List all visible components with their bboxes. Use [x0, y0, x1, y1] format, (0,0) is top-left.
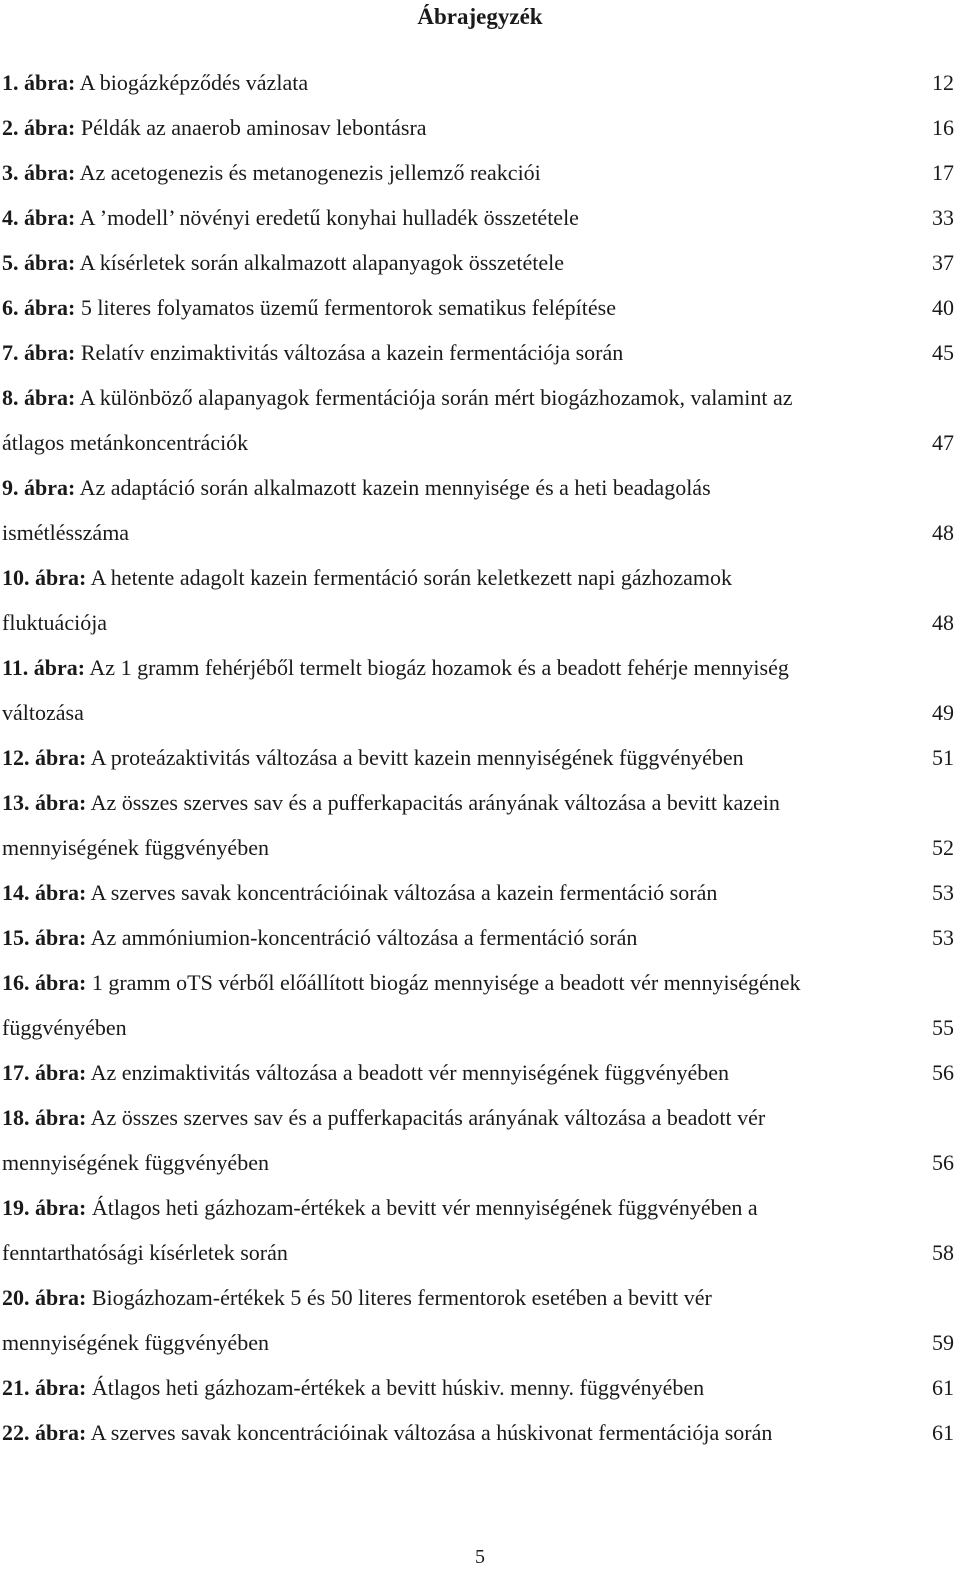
figure-number-label [2, 790, 86, 815]
figure-label: ábra: [35, 1060, 87, 1085]
figure-number: 5. [2, 250, 19, 275]
figure-page-number: 56 [932, 1060, 954, 1085]
figure-entry [2, 645, 954, 735]
figure-caption-text: Az összes szerves sav és a pufferkapacitás arányának változása a beadott vér [90, 1105, 766, 1130]
figure-number-label [2, 70, 75, 95]
figure-caption-text: Relatív enzimaktivitás változása a kazein fermentációja során [80, 340, 624, 365]
figure-caption-text: Átlagos heti gázhozam-értékek a bevitt vér mennyiségének függvényében a [91, 1195, 758, 1220]
figure-entry-line [2, 420, 954, 465]
figure-caption-text: A proteázaktivitás változása a bevitt kazein mennyiségének függvényében [90, 745, 744, 770]
figure-entry-line [2, 60, 954, 105]
figure-caption-text: Az összes szerves sav és a pufferkapacitás arányának változása a bevitt kazein [90, 790, 780, 815]
figure-page-number: 45 [932, 340, 954, 365]
figure-caption-text: Az 1 gramm fehérjéből termelt biogáz hozamok és a beadott fehérje mennyiség [89, 655, 789, 680]
figure-entry [2, 735, 954, 780]
figure-entry-line [2, 600, 954, 645]
figure-number-label [2, 745, 86, 770]
figure-page-number: 55 [932, 1015, 954, 1040]
page-title: Ábrajegyzék [417, 4, 543, 29]
figure-page-number: 16 [932, 115, 954, 140]
figure-number-label [2, 1105, 86, 1130]
figure-page-number: 17 [932, 160, 954, 185]
figure-label: ábra: [35, 565, 87, 590]
figure-page-number: 47 [932, 430, 954, 455]
figure-number-label [2, 1195, 86, 1220]
figure-label: ábra: [35, 925, 87, 950]
figure-entry [2, 60, 954, 105]
figure-page-number: 49 [932, 700, 954, 725]
figure-caption-text: mennyiségének függvényében [2, 1330, 269, 1355]
figure-entry [2, 1365, 954, 1410]
figure-caption-text: A szerves savak koncentrációinak változása a kazein fermentáció során [90, 880, 718, 905]
figure-number: 12. [2, 745, 30, 770]
figure-number: 21. [2, 1375, 30, 1400]
figure-page-number: 61 [932, 1420, 954, 1445]
figure-number-label [2, 295, 75, 320]
figure-entry [2, 555, 954, 645]
figure-number-label [2, 385, 75, 410]
figure-label: ábra: [24, 385, 76, 410]
figure-entry-line [2, 690, 954, 735]
figure-label: ábra: [24, 205, 76, 230]
figure-number: 13. [2, 790, 30, 815]
figure-caption-text: Átlagos heti gázhozam-értékek a bevitt húskiv. menny. függvényében [91, 1375, 705, 1400]
figure-number-label [2, 655, 85, 680]
figure-number: 15. [2, 925, 30, 950]
figure-page-number: 59 [932, 1330, 954, 1355]
figure-entry-line [2, 555, 954, 600]
figure-entry-line [2, 1410, 954, 1455]
figure-caption-text: ismétlésszáma [2, 520, 130, 545]
figure-entry-line [2, 1365, 954, 1410]
figure-caption-text: Példák az anaerob aminosav lebontásra [80, 115, 427, 140]
figure-entry [2, 465, 954, 555]
figure-entry [2, 240, 954, 285]
figure-entry [2, 780, 954, 870]
figure-entry-line [2, 285, 954, 330]
figure-number-label [2, 160, 75, 185]
figure-caption-text: 5 literes folyamatos üzemű fermentorok sematikus felépítése [80, 295, 616, 320]
figure-label: ábra: [24, 250, 76, 275]
page-number: 5 [475, 1546, 485, 1568]
figure-number-label [2, 565, 86, 590]
figure-number: 10. [2, 565, 30, 590]
figure-caption-text: Biogázhozam-értékek 5 és 50 literes fermentorok esetében a bevitt vér [91, 1285, 712, 1310]
figure-number: 7. [2, 340, 19, 365]
figure-label: ábra: [35, 1375, 87, 1400]
figure-entry [2, 375, 954, 465]
figure-caption-text: 1 gramm oTS vérből előállított biogáz mennyisége a beadott vér mennyiségének [91, 970, 801, 995]
figure-entry-line [2, 825, 954, 870]
figure-label: ábra: [35, 745, 87, 770]
figure-caption-text: mennyiségének függvényében [2, 835, 269, 860]
figure-caption-text: változása [2, 700, 84, 725]
figure-caption-text: fluktuációja [2, 610, 108, 635]
figure-entry-line [2, 1320, 954, 1365]
figure-number: 2. [2, 115, 19, 140]
figure-label: ábra: [24, 340, 76, 365]
figure-label: ábra: [35, 880, 87, 905]
figure-entry [2, 285, 954, 330]
figure-label: ábra: [35, 1420, 87, 1445]
figure-page-number: 61 [932, 1375, 954, 1400]
figure-entry-line [2, 240, 954, 285]
figure-number: 19. [2, 1195, 30, 1220]
figure-entry-line [2, 1185, 954, 1230]
figure-caption-text: Az ammóniumion-koncentráció változása a fermentáció során [90, 925, 638, 950]
figure-number-label [2, 475, 75, 500]
figure-page-number: 53 [932, 880, 954, 905]
figure-caption-text: Az enzimaktivitás változása a beadott vér mennyiségének függvényében [90, 1060, 729, 1085]
figure-entry [2, 960, 954, 1050]
figure-entry-line [2, 1275, 954, 1320]
figure-number-label [2, 115, 75, 140]
figure-entry [2, 1275, 954, 1365]
figure-page-number: 58 [932, 1240, 954, 1265]
figure-caption-text: A szerves savak koncentrációinak változása a húskivonat fermentációja során [90, 1420, 773, 1445]
figure-label: ábra: [35, 790, 87, 815]
figure-caption-text: A kísérletek során alkalmazott alapanyagok összetétele [79, 250, 565, 275]
figure-entry-line [2, 780, 954, 825]
figure-entry [2, 1410, 954, 1455]
figure-number: 3. [2, 160, 19, 185]
figure-caption-text: függvényében [2, 1015, 127, 1040]
figure-page-number: 12 [932, 70, 954, 95]
figure-label: ábra: [35, 1105, 87, 1130]
figure-number: 4. [2, 205, 19, 230]
figure-label: ábra: [35, 1285, 87, 1310]
figure-caption-text: A hetente adagolt kazein fermentáció során keletkezett napi gázhozamok [90, 565, 732, 590]
figure-entry [2, 150, 954, 195]
figure-page-number: 37 [932, 250, 954, 275]
figure-number: 6. [2, 295, 19, 320]
figure-page-number: 56 [932, 1150, 954, 1175]
figure-entry-line [2, 1005, 954, 1050]
figure-caption-text: átlagos metánkoncentrációk [2, 430, 249, 455]
figure-entry [2, 1095, 954, 1185]
figure-label: ábra: [35, 970, 87, 995]
figure-number: 20. [2, 1285, 30, 1310]
figure-number: 14. [2, 880, 30, 905]
figure-entry-line [2, 1095, 954, 1140]
figure-caption-text: Az acetogenezis és metanogenezis jellemző reakciói [79, 160, 541, 185]
figure-number-label [2, 1375, 86, 1400]
figure-number: 9. [2, 475, 19, 500]
figure-number: 11. [2, 655, 29, 680]
figure-page-number: 52 [932, 835, 954, 860]
figure-number: 22. [2, 1420, 30, 1445]
figure-number-label [2, 1060, 86, 1085]
figure-number: 16. [2, 970, 30, 995]
figure-label: ábra: [35, 1195, 87, 1220]
figure-entry-line [2, 150, 954, 195]
figure-entry [2, 915, 954, 960]
figure-label: ábra: [24, 115, 76, 140]
figure-entry-line [2, 1050, 954, 1095]
figure-entry-line [2, 645, 954, 690]
figure-label: ábra: [24, 70, 76, 95]
figure-caption-text: A különböző alapanyagok fermentációja során mért biogázhozamok, valamint az [79, 385, 793, 410]
figure-entry-line [2, 465, 954, 510]
figure-number-label [2, 970, 86, 995]
figure-caption-text: A ’modell’ növényi eredetű konyhai hulladék összetétele [79, 205, 579, 230]
figure-entry [2, 1050, 954, 1095]
figure-entry [2, 870, 954, 915]
figure-list [2, 60, 954, 1455]
figure-entry-line [2, 105, 954, 150]
figure-page-number: 51 [932, 745, 954, 770]
figure-number: 1. [2, 70, 19, 95]
figure-page-number: 40 [932, 295, 954, 320]
figure-caption-text: mennyiségének függvényében [2, 1150, 269, 1175]
figure-number-label [2, 880, 86, 905]
figure-caption-text: Az adaptáció során alkalmazott kazein mennyisége és a heti beadagolás [79, 475, 711, 500]
figure-label: ábra: [24, 475, 76, 500]
figure-number-label [2, 250, 75, 275]
figure-page-number: 48 [932, 610, 954, 635]
figure-number: 8. [2, 385, 19, 410]
figure-entry-line [2, 1230, 954, 1275]
figure-entry-line [2, 960, 954, 1005]
figure-entry-line [2, 195, 954, 240]
figure-caption-text: fenntarthatósági kísérletek során [2, 1240, 288, 1265]
figure-number: 17. [2, 1060, 30, 1085]
figure-entry [2, 330, 954, 375]
figure-entry [2, 105, 954, 150]
figure-page-number: 33 [932, 205, 954, 230]
figure-label: ábra: [24, 295, 76, 320]
figure-number-label [2, 340, 75, 365]
figure-entry [2, 1185, 954, 1275]
figure-page-number: 48 [932, 520, 954, 545]
figure-caption-text: A biogázképződés vázlata [79, 70, 309, 95]
figure-page-number: 53 [932, 925, 954, 950]
figure-entry-line [2, 510, 954, 555]
figure-number-label [2, 925, 86, 950]
figure-entry-line [2, 870, 954, 915]
figure-entry [2, 195, 954, 240]
figure-number-label [2, 1285, 86, 1310]
figure-entry-line [2, 375, 954, 420]
figure-number: 18. [2, 1105, 30, 1130]
figure-label: ábra: [24, 160, 76, 185]
figure-label: ábra: [33, 655, 86, 680]
figure-entry-line [2, 330, 954, 375]
figure-entry-line [2, 1140, 954, 1185]
figure-number-label [2, 205, 75, 230]
figure-number-label [2, 1420, 86, 1445]
figure-entry-line [2, 915, 954, 960]
figure-entry-line [2, 735, 954, 780]
